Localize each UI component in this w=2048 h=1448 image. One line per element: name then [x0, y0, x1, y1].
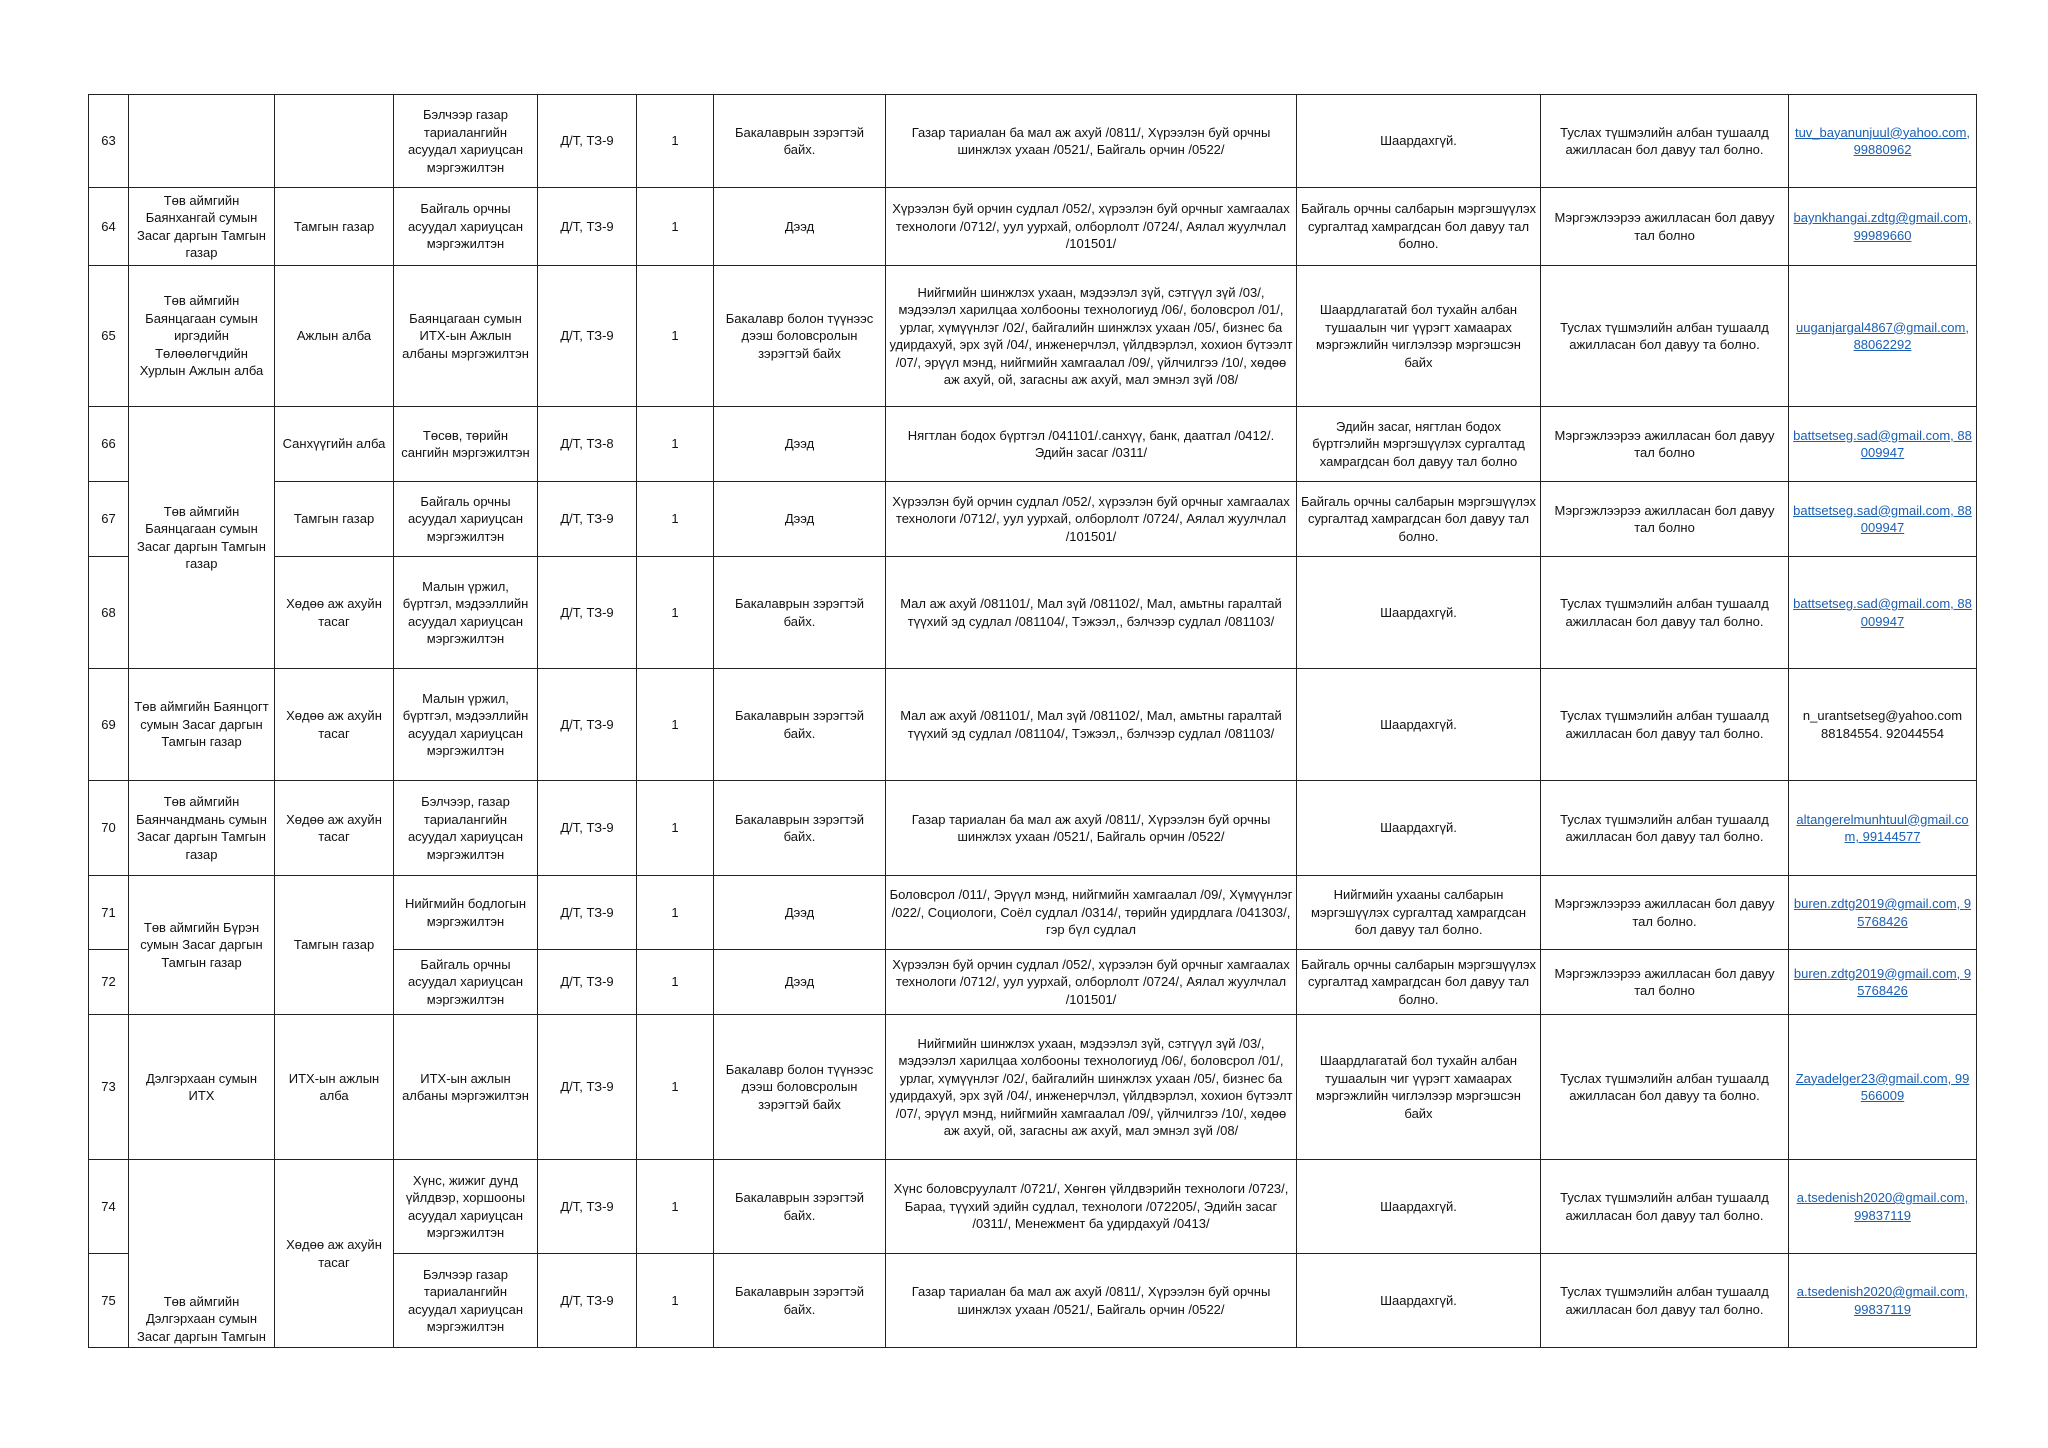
training-cell: Шаардахгүй. [1297, 669, 1541, 781]
grade-cell: Д/Т, ТЗ-9 [538, 482, 637, 557]
grade-cell: Д/Т, ТЗ-9 [538, 1015, 637, 1160]
contact-email-link[interactable]: buren.zdtg2019@gmail.com, 95768426 [1789, 950, 1977, 1015]
count-cell: 1 [637, 95, 714, 188]
training-cell: Шаардахгүй. [1297, 95, 1541, 188]
education-cell: Бакалаврын зэрэгтэй байх. [714, 669, 886, 781]
table-row [89, 557, 1977, 669]
education-cell: Бакалаврын зэрэгтэй байх. [714, 1254, 886, 1348]
position-cell: Малын үржил, бүртгэл, мэдээллийн асуудал хариуцсан мэргэжилтэн [394, 669, 538, 781]
department-cell: Тамгын газар [275, 188, 394, 266]
table-row [89, 407, 1977, 482]
contact-email-link[interactable]: battsetseg.sad@gmail.com, 88009947 [1789, 407, 1977, 482]
contact-email-link[interactable]: baynkhangai.zdtg@gmail.com, 99989660 [1789, 188, 1977, 266]
grade-cell: Д/Т, ТЗ-9 [538, 876, 637, 950]
contact-email-link[interactable]: buren.zdtg2019@gmail.com, 95768426 [1789, 876, 1977, 950]
education-cell: Дээд [714, 482, 886, 557]
training-cell: Нийгмийн ухааны салбарын мэргэшүүлэх сургалтад хамрагдсан бол давуу тал болно. [1297, 876, 1541, 950]
count-cell: 1 [637, 557, 714, 669]
department-cell: Хөдөө аж ахуйн тасаг [275, 781, 394, 876]
contact-email-link[interactable]: uuganjargal4867@gmail.com, 88062292 [1789, 266, 1977, 407]
position-cell: ИТХ-ын ажлын албаны мэргэжилтэн [394, 1015, 538, 1160]
position-cell: Байгаль орчны асуудал хариуцсан мэргэжилтэн [394, 950, 538, 1015]
count-cell: 1 [637, 188, 714, 266]
position-cell: Төсөв, төрийн сангийн мэргэжилтэн [394, 407, 538, 482]
experience-cell: Туслах түшмэлийн албан тушаалд ажилласан бол давуу тал болно. [1541, 1254, 1789, 1348]
count-cell: 1 [637, 950, 714, 1015]
row-number: 75 [89, 1254, 129, 1348]
table-row [89, 95, 1977, 188]
vacancy-table [88, 94, 1977, 1348]
department-cell: Хөдөө аж ахуйн тасаг [275, 1160, 394, 1348]
experience-cell: Мэргэжлээрээ ажилласан бол давуу тал болно [1541, 407, 1789, 482]
experience-cell: Туслах түшмэлийн албан тушаалд ажилласан бол давуу та болно. [1541, 1015, 1789, 1160]
row-number: 70 [89, 781, 129, 876]
organization-cell: Төв аймгийн Баянцагаан сумын Засаг даргын Тамгын газар [129, 407, 275, 669]
experience-cell: Туслах түшмэлийн албан тушаалд ажилласан бол давуу тал болно. [1541, 1160, 1789, 1254]
organization-cell: Төв аймгийн Бүрэн сумын Засаг даргын Тамгын газар [129, 876, 275, 1015]
count-cell: 1 [637, 781, 714, 876]
count-cell: 1 [637, 1254, 714, 1348]
education-cell: Бакалаврын зэрэгтэй байх. [714, 1160, 886, 1254]
organization-cell: Дэлгэрхаан сумын ИТХ [129, 1015, 275, 1160]
specialty-cell: Газар тариалан ба мал аж ахуй /0811/, Хүрээлэн буй орчны шинжлэх ухаан /0521/, Байгаль орчин /0522/ [886, 95, 1297, 188]
contact-email-link[interactable]: a.tsedenish2020@gmail.com, 99837119 [1789, 1160, 1977, 1254]
table-row [89, 188, 1977, 266]
position-cell: Нийгмийн бодлогын мэргэжилтэн [394, 876, 538, 950]
education-cell: Бакалаврын зэрэгтэй байх. [714, 95, 886, 188]
education-cell: Бакалаврын зэрэгтэй байх. [714, 781, 886, 876]
specialty-cell: Хүрээлэн буй орчин судлал /052/, хүрээлэн буй орчныг хамгаалах технологи /0712/, уул уурхай, олборлолт /0724/, Аялал жуулчлал /101501/ [886, 950, 1297, 1015]
experience-cell: Туслах түшмэлийн албан тушаалд ажилласан бол давуу та болно. [1541, 266, 1789, 407]
department-cell [275, 95, 394, 188]
organization-cell: Төв аймгийн Баянцогт сумын Засаг даргын Тамгын газар [129, 669, 275, 781]
specialty-cell: Нийгмийн шинжлэх ухаан, мэдээлэл зүй, сэтгүүл зүй /03/, мэдээлэл харилцаа холбооны технологиуд /06/, боловсрол /01/, урлаг, хүмүүнлэг /02/, байгалийн шинжлэх ухаан /05/, бизнес ба удирдахуй, эрх зүй /04/, инженерчлэл, үйлдвэрлэл, хохион бүтээлт /07/, эрүүл мэнд, нийгмийн хамгаалал /09/, үйлчилгээ /10/, хөдөө аж ахуй, ой, загасны аж ахуй, мал эмнэл зүй /08/ [886, 1015, 1297, 1160]
table-row [89, 266, 1977, 407]
table-row [89, 1015, 1977, 1160]
experience-cell: Мэргэжлээрээ ажилласан бол давуу тал болно. [1541, 876, 1789, 950]
grade-cell: Д/Т, ТЗ-9 [538, 95, 637, 188]
count-cell: 1 [637, 482, 714, 557]
row-number: 74 [89, 1160, 129, 1254]
specialty-cell: Газар тариалан ба мал аж ахуй /0811/, Хүрээлэн буй орчны шинжлэх ухаан /0521/, Байгаль орчин /0522/ [886, 781, 1297, 876]
count-cell: 1 [637, 407, 714, 482]
contact-email-link[interactable]: tuv_bayanunjuul@yahoo.com, 99880962 [1789, 95, 1977, 188]
grade-cell: Д/Т, ТЗ-9 [538, 950, 637, 1015]
training-cell: Шаардахгүй. [1297, 1254, 1541, 1348]
organization-cell: Төв аймгийн Баянхангай сумын Засаг даргын Тамгын газар [129, 188, 275, 266]
education-cell: Бакалавр болон түүнээс дээш боловсролын зэрэгтэй байх [714, 1015, 886, 1160]
contact-cell: n_urantsetseg@yahoo.com 88184554. 92044554 [1789, 669, 1977, 781]
grade-cell: Д/Т, ТЗ-9 [538, 266, 637, 407]
department-cell: ИТХ-ын ажлын алба [275, 1015, 394, 1160]
specialty-cell: Мал аж ахуй /081101/, Мал зүй /081102/, Мал, амьтны гаралтай түүхий эд судлал /081104/, Тэжээл,, бэлчээр судлал /081103/ [886, 669, 1297, 781]
experience-cell: Туслах түшмэлийн албан тушаалд ажилласан бол давуу тал болно. [1541, 557, 1789, 669]
experience-cell: Мэргэжлээрээ ажилласан бол давуу тал болно [1541, 482, 1789, 557]
count-cell: 1 [637, 266, 714, 407]
grade-cell: Д/Т, ТЗ-8 [538, 407, 637, 482]
position-cell: Бэлчээр газар тариалангийн асуудал хариуцсан мэргэжилтэн [394, 95, 538, 188]
department-cell: Хөдөө аж ахуйн тасаг [275, 669, 394, 781]
table-row [89, 781, 1977, 876]
department-cell: Тамгын газар [275, 876, 394, 1015]
specialty-cell: Газар тариалан ба мал аж ахуй /0811/, Хүрээлэн буй орчны шинжлэх ухаан /0521/, Байгаль орчин /0522/ [886, 1254, 1297, 1348]
training-cell: Байгаль орчны салбарын мэргэшүүлэх сургалтад хамрагдсан бол давуу тал болно. [1297, 482, 1541, 557]
table-row [89, 1160, 1977, 1254]
education-cell: Бакалаврын зэрэгтэй байх. [714, 557, 886, 669]
position-cell: Бэлчээр газар тариалангийн асуудал хариуцсан мэргэжилтэн [394, 1254, 538, 1348]
count-cell: 1 [637, 669, 714, 781]
education-cell: Дээд [714, 188, 886, 266]
table-row [89, 669, 1977, 781]
grade-cell: Д/Т, ТЗ-9 [538, 781, 637, 876]
experience-cell: Туслах түшмэлийн албан тушаалд ажилласан бол давуу тал болно. [1541, 781, 1789, 876]
position-cell: Байгаль орчны асуудал хариуцсан мэргэжилтэн [394, 482, 538, 557]
training-cell: Шаардлагатай бол тухайн албан тушаалын чиг үүрэгт хамаарах мэргэжлийн чиглэлээр мэргэшсэн байх [1297, 266, 1541, 407]
experience-cell: Туслах түшмэлийн албан тушаалд ажилласан бол давуу тал болно. [1541, 669, 1789, 781]
organization-cell: Төв аймгийн Баянчандмань сумын Засаг даргын Тамгын газар [129, 781, 275, 876]
table-row [89, 876, 1977, 950]
grade-cell: Д/Т, ТЗ-9 [538, 669, 637, 781]
contact-email-link[interactable]: a.tsedenish2020@gmail.com, 99837119 [1789, 1254, 1977, 1348]
position-cell: Бэлчээр, газар тариалангийн асуудал хариуцсан мэргэжилтэн [394, 781, 538, 876]
row-number: 69 [89, 669, 129, 781]
contact-email-link[interactable]: battsetseg.sad@gmail.com, 88009947 [1789, 557, 1977, 669]
row-number: 65 [89, 266, 129, 407]
training-cell: Шаардахгүй. [1297, 1160, 1541, 1254]
specialty-cell: Мал аж ахуй /081101/, Мал зүй /081102/, Мал, амьтны гаралтай түүхий эд судлал /081104/, Тэжээл,, бэлчээр судлал /081103/ [886, 557, 1297, 669]
organization-cell: Төв аймгийн Баянцагаан сумын иргэдийн Төлөөлөгчдийн Хурлын Ажлын алба [129, 266, 275, 407]
organization-cell: Төв аймгийн Дэлгэрхаан сумын Засаг даргын Тамгын [129, 1160, 275, 1348]
contact-email-link[interactable]: battsetseg.sad@gmail.com, 88009947 [1789, 482, 1977, 557]
specialty-cell: Хүнс боловсруулалт /0721/, Хөнгөн үйлдвэрийн технологи /0723/, Бараа, түүхий эдийн судлал, технологи /072205/, Эдийн засаг /0311/, Менежмент ба удирдахуй /0413/ [886, 1160, 1297, 1254]
row-number: 66 [89, 407, 129, 482]
experience-cell: Туслах түшмэлийн албан тушаалд ажилласан бол давуу тал болно. [1541, 95, 1789, 188]
specialty-cell: Хүрээлэн буй орчин судлал /052/, хүрээлэн буй орчныг хамгаалах технологи /0712/, уул уурхай, олборлолт /0724/, Аялал жуулчлал /101501/ [886, 188, 1297, 266]
department-cell: Тамгын газар [275, 482, 394, 557]
row-number: 73 [89, 1015, 129, 1160]
grade-cell: Д/Т, ТЗ-9 [538, 188, 637, 266]
row-number: 64 [89, 188, 129, 266]
department-cell: Ажлын алба [275, 266, 394, 407]
organization-cell [129, 95, 275, 188]
training-cell: Шаардахгүй. [1297, 781, 1541, 876]
position-cell: Баянцагаан сумын ИТХ-ын Ажлын албаны мэргэжилтэн [394, 266, 538, 407]
education-cell: Дээд [714, 407, 886, 482]
department-cell: Хөдөө аж ахуйн тасаг [275, 557, 394, 669]
specialty-cell: Хүрээлэн буй орчин судлал /052/, хүрээлэн буй орчныг хамгаалах технологи /0712/, уул уурхай, олборлолт /0724/, Аялал жуулчлал /101501/ [886, 482, 1297, 557]
specialty-cell: Боловсрол /011/, Эрүүл мэнд, нийгмийн хамгаалал /09/, Хүмүүнлэг /022/, Социологи, Соёл судлал /0314/, төрийн удирдлага /041303/, гэр бүл судлал [886, 876, 1297, 950]
department-cell: Санхүүгийн алба [275, 407, 394, 482]
grade-cell: Д/Т, ТЗ-9 [538, 557, 637, 669]
count-cell: 1 [637, 1160, 714, 1254]
training-cell: Байгаль орчны салбарын мэргэшүүлэх сургалтад хамрагдсан бол давуу тал болно. [1297, 950, 1541, 1015]
position-cell: Малын үржил, бүртгэл, мэдээллийн асуудал хариуцсан мэргэжилтэн [394, 557, 538, 669]
training-cell: Шаардахгүй. [1297, 557, 1541, 669]
count-cell: 1 [637, 1015, 714, 1160]
training-cell: Эдийн засаг, нягтлан бодох бүртгэлийн мэргэшүүлэх сургалтад хамрагдсан бол давуу тал болно [1297, 407, 1541, 482]
experience-cell: Мэргэжлээрээ ажилласан бол давуу тал болно [1541, 188, 1789, 266]
row-number: 67 [89, 482, 129, 557]
contact-email-link[interactable]: altangerelmunhtuul@gmail.com, 99144577 [1789, 781, 1977, 876]
training-cell: Шаардлагатай бол тухайн албан тушаалын чиг үүрэгт хамаарах мэргэжлийн чиглэлээр мэргэшсэн байх [1297, 1015, 1541, 1160]
specialty-cell: Нийгмийн шинжлэх ухаан, мэдээлэл зүй, сэтгүүл зүй /03/, мэдээлэл харилцаа холбооны технологиуд /06/, боловсрол /01/, урлаг, хүмүүнлэг /02/, байгалийн шинжлэх ухаан /05/, бизнес ба удирдахуй, эрх зүй /04/, инженерчлэл, үйлдвэрлэл, хохион бүтээлт /07/, эрүүл мэнд, нийгмийн хамгаалал /09/, үйлчилгээ /10/, хөдөө аж ахуй, ой, загасны аж ахуй, мал эмнэл зүй /08/ [886, 266, 1297, 407]
table-row [89, 482, 1977, 557]
row-number: 63 [89, 95, 129, 188]
education-cell: Дээд [714, 876, 886, 950]
row-number: 71 [89, 876, 129, 950]
education-cell: Дээд [714, 950, 886, 1015]
position-cell: Байгаль орчны асуудал хариуцсан мэргэжилтэн [394, 188, 538, 266]
row-number: 72 [89, 950, 129, 1015]
experience-cell: Мэргэжлээрээ ажилласан бол давуу тал болно [1541, 950, 1789, 1015]
training-cell: Байгаль орчны салбарын мэргэшүүлэх сургалтад хамрагдсан бол давуу тал болно. [1297, 188, 1541, 266]
count-cell: 1 [637, 876, 714, 950]
contact-email-link[interactable]: Zayadelger23@gmail.com, 99566009 [1789, 1015, 1977, 1160]
education-cell: Бакалавр болон түүнээс дээш боловсролын зэрэгтэй байх [714, 266, 886, 407]
row-number: 68 [89, 557, 129, 669]
grade-cell: Д/Т, ТЗ-9 [538, 1160, 637, 1254]
position-cell: Хүнс, жижиг дунд үйлдвэр, хоршооны асуудал хариуцсан мэргэжилтэн [394, 1160, 538, 1254]
specialty-cell: Нягтлан бодох бүртгэл /041101/.санхүү, банк, даатгал /0412/. Эдийн засаг /0311/ [886, 407, 1297, 482]
grade-cell: Д/Т, ТЗ-9 [538, 1254, 637, 1348]
